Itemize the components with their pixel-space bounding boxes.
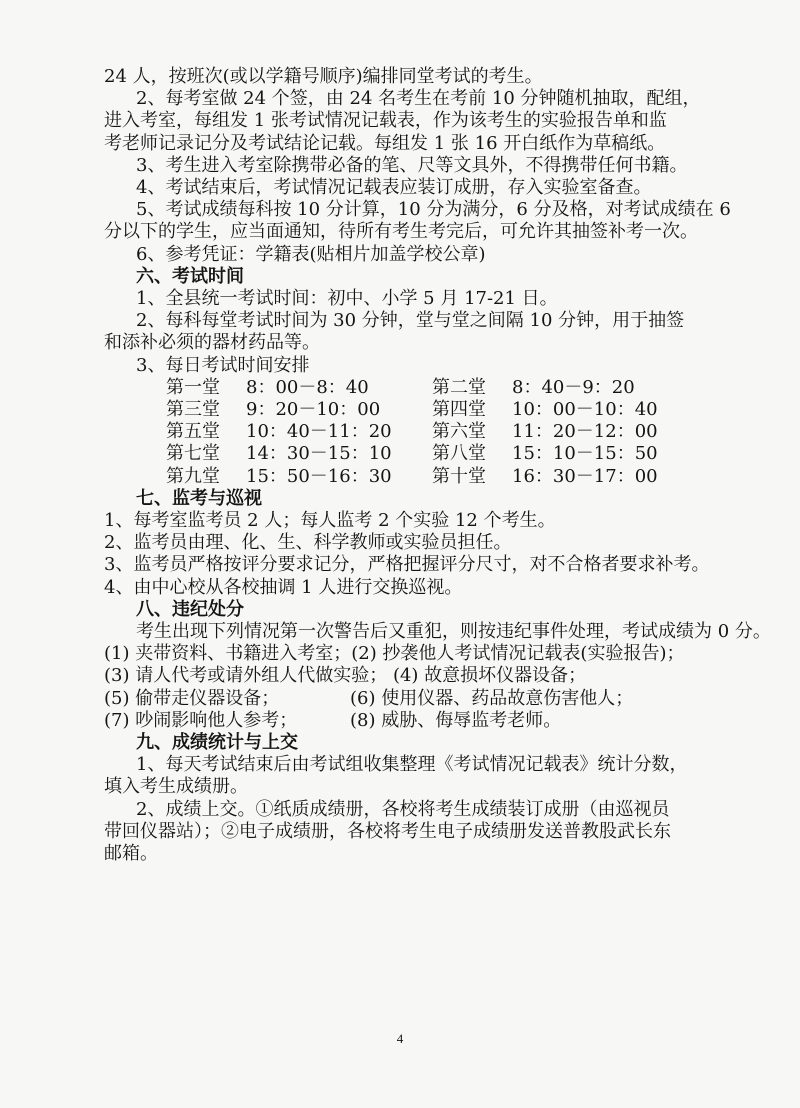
period-label: 第三堂 [166,399,220,421]
paragraph-line: 1、全县统一考试时间：初中、小学 5 月 17-21 日。 [136,288,558,310]
paragraph-line: 2、成绩上交。①纸质成绩册，各校将考生成绩装订成册（由巡视员 [136,798,670,820]
schedule-row [166,443,724,465]
paragraph-line: 填入考生成绩册。 [104,776,248,798]
paragraph-line: 4、考试结束后，考试情况记载表应装订成册，存入实验室备查。 [136,177,652,199]
period-time: 8：00－8：40 [246,376,369,398]
section6-lines [104,288,724,377]
schedule-cell [166,466,432,488]
section-heading-6: 六、考试时间 [136,265,244,287]
period-label: 第八堂 [432,443,486,465]
schedule-cell [432,421,698,443]
period-label: 第十堂 [432,465,486,487]
paragraph-line: 3、监考员严格按评分要求记分，严格把握评分尺寸，对不合格者要求补考。 [104,554,710,576]
period-time: 9：20－10：00 [246,399,381,421]
violation-item: (5) 偷带走仪器设备； [104,687,280,709]
period-time: 8：40－9：20 [512,376,635,398]
section9-lines [104,754,724,865]
schedule-cell [432,443,698,465]
period-label: 第九堂 [166,465,220,487]
schedule-cell [166,399,432,421]
schedule-cell [432,466,698,488]
period-time: 16：30－17：00 [512,465,658,487]
violation-row [104,688,724,710]
paragraph-line: 带回仪器站）；②电子成绩册，各校将考生电子成绩册发送普教股武长东 [104,820,671,842]
paragraph-line: 邮箱。 [104,843,158,864]
paragraph-line: 4、由中心校从各校抽调 1 人进行交换巡视。 [104,576,463,598]
period-time: 11：20－12：00 [512,421,658,443]
violation-item: (8) 威胁、侮辱监考老师。 [350,709,562,731]
section7-lines [104,510,724,599]
paragraph-line: 1、每天考试结束后由考试组收集整理《考试情况记载表》统计分数， [136,754,688,776]
paragraph-line: 1、每考室监考员 2 人；每人监考 2 个实验 12 个考生。 [104,509,556,531]
period-time: 14：30－15：10 [246,443,392,465]
violation-line-1: (1) 夹带资料、书籍进入考室；(2) 抄袭他人考试情况记载表(实验报告)； [104,643,685,665]
period-time: 10：40－11：20 [246,421,392,443]
paragraph-line: 24 人，按班次(或以学籍号顺序)编排同堂考试的考生。 [104,66,543,87]
section-heading-7: 七、监考与巡视 [136,487,262,509]
period-time: 10：00－10：40 [512,399,658,421]
period-label: 第四堂 [432,399,486,421]
period-label: 第五堂 [166,421,220,443]
paragraph-line: 考老师记录记分及考试结论记载。每组发 1 张 16 开白纸作为草稿纸。 [104,132,666,154]
top-paragraphs [104,66,731,266]
paragraph-line: 进入考室，每组发 1 张考试情况记载表，作为该考生的实验报告单和监 [104,110,667,132]
schedule-row [166,377,724,399]
violation-pairs [104,688,724,732]
schedule-cell [166,443,432,465]
violation-item: (7) 吵闹影响他人参考； [104,709,298,731]
violation-item: (6) 使用仪器、药品故意伤害他人； [350,687,634,709]
paragraph-line: 3、考生进入考室除携带必备的笔、尺等文具外，不得携带任何书籍。 [136,154,688,176]
paragraph-line: 6、参考凭证：学籍表(贴相片加盖学校公章) [136,243,486,265]
schedule-cell [166,377,432,399]
paragraph-line: 分以下的学生，应当面通知，待所有考生考完后，可允许其抽签补考一次。 [104,221,698,243]
section-heading-8: 八、违纪处分 [136,598,244,620]
schedule-cell [432,399,698,421]
exam-schedule [104,377,724,488]
schedule-cell [166,421,432,443]
page-number: 4 [396,1031,404,1046]
paragraph-line: 2、每科每堂考试时间为 30 分钟，堂与堂之间隔 10 分钟，用于抽签 [136,310,685,332]
paragraph-line: 2、监考员由理、化、生、科学教师或实验员担任。 [104,532,512,554]
period-label: 第二堂 [432,376,486,398]
schedule-row [166,421,724,443]
schedule-cell [432,377,698,399]
period-time: 15：10－15：50 [512,443,658,465]
period-time: 15：50－16：30 [246,465,392,487]
violation-line-2: (3) 请人代考或请外组人代做实验； (4) 故意损坏仪器设备； [104,665,587,687]
paragraph-line: 和添补必须的器材药品等。 [104,332,320,354]
paragraph-line: 2、每考室做 24 个签，由 24 名考生在考前 10 分钟随机抽取，配组， [136,88,701,110]
paragraph-line: 3、每日考试时间安排 [136,354,310,376]
schedule-row [166,399,724,421]
paragraph-line: 5、考试成绩每科按 10 分计算，10 分为满分，6 分及格，对考试成绩在 6 [136,199,731,221]
section8-intro: 考生出现下列情况第一次警告后又重犯，则按违纪事件处理，考试成绩为 0 分。 [136,621,771,642]
period-label: 第一堂 [166,376,220,398]
schedule-row [166,466,724,488]
period-label: 第六堂 [432,421,486,443]
document-body [104,66,771,865]
section-heading-9: 九、成绩统计与上交 [136,731,298,753]
violation-row [104,710,724,732]
period-label: 第七堂 [166,443,220,465]
